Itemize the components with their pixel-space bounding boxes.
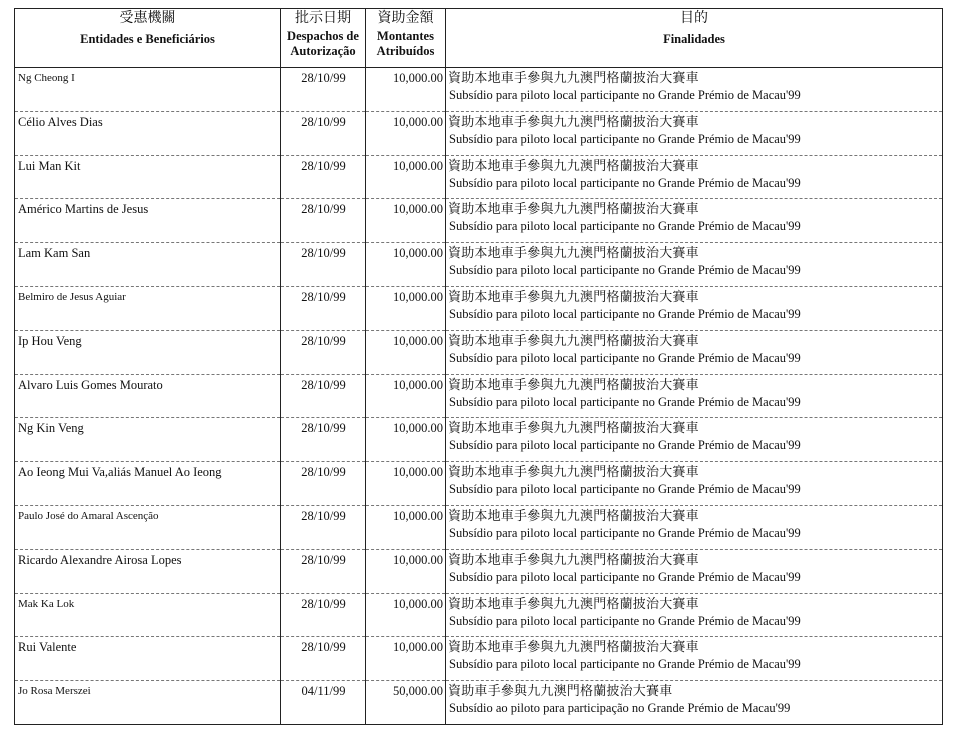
authorization-date: 04/11/99: [281, 681, 366, 725]
purpose-cell: [446, 637, 943, 681]
authorization-date: 28/10/99: [281, 155, 366, 199]
authorization-date: 28/10/99: [281, 593, 366, 637]
grants-table: [14, 8, 943, 725]
beneficiary-name: Ricardo Alexandre Airosa Lopes: [15, 549, 281, 593]
table-header: [15, 9, 943, 68]
amount-value: 10,000.00: [366, 155, 446, 199]
amount-value: 10,000.00: [366, 637, 446, 681]
purpose-zh: 資助本地車手參與九九澳門格蘭披治大賽車: [448, 289, 699, 305]
amount-value: 10,000.00: [366, 462, 446, 506]
purpose-pt: Subsídio para piloto local participante no Grande Prémio de Macau'99: [449, 438, 801, 453]
beneficiary-name: Ng Kin Veng: [15, 418, 281, 462]
header-entities-zh: 受惠機關: [119, 10, 176, 26]
purpose-zh: 資助本地車手參與九九澳門格蘭披治大賽車: [448, 552, 699, 568]
amount-value: 10,000.00: [366, 549, 446, 593]
table-row: [15, 505, 943, 549]
purpose-cell: [446, 418, 943, 462]
purpose-cell: [446, 593, 943, 637]
table-row: [15, 286, 943, 330]
table-row: [15, 330, 943, 374]
authorization-date: 28/10/99: [281, 637, 366, 681]
amount-value: 10,000.00: [366, 286, 446, 330]
authorization-date: 28/10/99: [281, 418, 366, 462]
purpose-cell: [446, 199, 943, 243]
purpose-zh: 資助車手參與九九澳門格蘭披治大賽車: [448, 684, 673, 700]
purpose-cell: [446, 330, 943, 374]
amount-value: 10,000.00: [366, 330, 446, 374]
header-amount-zh: 資助金額: [377, 10, 434, 26]
table-row: [15, 111, 943, 155]
beneficiary-name: Ao Ieong Mui Va,aliás Manuel Ao Ieong: [15, 462, 281, 506]
table-row: [15, 681, 943, 725]
amount-value: 10,000.00: [366, 199, 446, 243]
header-date-zh: 批示日期: [295, 10, 351, 26]
authorization-date: 28/10/99: [281, 462, 366, 506]
authorization-date: 28/10/99: [281, 374, 366, 418]
purpose-pt: Subsídio para piloto local participante no Grande Prémio de Macau'99: [449, 482, 801, 497]
header-purpose: [446, 9, 943, 68]
amount-value: 10,000.00: [366, 243, 446, 287]
authorization-date: 28/10/99: [281, 330, 366, 374]
purpose-pt: Subsídio para piloto local participante no Grande Prémio de Macau'99: [449, 350, 801, 365]
purpose-cell: [446, 681, 943, 725]
header-purpose-zh: 目的: [680, 10, 708, 26]
header-amount-pt-2: Atribuídos: [376, 44, 435, 58]
purpose-cell: [446, 243, 943, 287]
table-row: [15, 549, 943, 593]
header-date: [281, 9, 366, 68]
purpose-cell: [446, 549, 943, 593]
purpose-pt: Subsídio ao piloto para participação no Grande Prémio de Macau'99: [449, 701, 791, 716]
purpose-zh: 資助本地車手參與九九澳門格蘭披治大賽車: [448, 596, 699, 612]
header-entities: [15, 9, 281, 68]
table-row: [15, 243, 943, 287]
table-row: [15, 418, 943, 462]
purpose-pt: Subsídio para piloto local participante no Grande Prémio de Macau'99: [449, 219, 801, 234]
beneficiary-name: Jo Rosa Merszei: [15, 681, 281, 725]
purpose-cell: [446, 462, 943, 506]
purpose-pt: Subsídio para piloto local participante no Grande Prémio de Macau'99: [449, 306, 801, 321]
table-body: [15, 68, 943, 725]
purpose-zh: 資助本地車手參與九九澳門格蘭披治大賽車: [448, 640, 699, 656]
table-row: [15, 637, 943, 681]
beneficiary-name: Alvaro Luis Gomes Mourato: [15, 374, 281, 418]
purpose-zh: 資助本地車手參與九九澳門格蘭披治大賽車: [448, 246, 699, 262]
purpose-zh: 資助本地車手參與九九澳門格蘭披治大賽車: [448, 508, 699, 524]
purpose-pt: Subsídio para piloto local participante no Grande Prémio de Macau'99: [449, 175, 801, 190]
beneficiary-name: Lui Man Kit: [15, 155, 281, 199]
purpose-pt: Subsídio para piloto local participante no Grande Prémio de Macau'99: [449, 263, 801, 278]
amount-value: 10,000.00: [366, 593, 446, 637]
purpose-zh: 資助本地車手參與九九澳門格蘭披治大賽車: [448, 465, 699, 481]
amount-value: 10,000.00: [366, 68, 446, 112]
header-date-pt-2: Autorização: [290, 44, 356, 58]
purpose-zh: 資助本地車手參與九九澳門格蘭披治大賽車: [448, 421, 699, 437]
authorization-date: 28/10/99: [281, 111, 366, 155]
beneficiary-name: Rui Valente: [15, 637, 281, 681]
purpose-pt: Subsídio para piloto local participante no Grande Prémio de Macau'99: [449, 88, 801, 102]
amount-value: 10,000.00: [366, 505, 446, 549]
purpose-cell: [446, 374, 943, 418]
authorization-date: 28/10/99: [281, 549, 366, 593]
amount-value: 10,000.00: [366, 374, 446, 418]
beneficiary-name: Mak Ka Lok: [15, 593, 281, 637]
authorization-date: 28/10/99: [281, 199, 366, 243]
table-row: [15, 68, 943, 112]
header-amount-pt-1: Montantes: [377, 29, 434, 43]
beneficiary-name: Ng Cheong I: [15, 68, 281, 112]
purpose-cell: [446, 155, 943, 199]
authorization-date: 28/10/99: [281, 243, 366, 287]
purpose-pt: Subsídio para piloto local participante no Grande Prémio de Macau'99: [449, 569, 801, 584]
purpose-cell: [446, 111, 943, 155]
amount-value: 50,000.00: [366, 681, 446, 725]
purpose-zh: 資助本地車手參與九九澳門格蘭披治大賽車: [448, 71, 699, 86]
purpose-zh: 資助本地車手參與九九澳門格蘭披治大賽車: [448, 202, 699, 218]
header-entities-pt: Entidades e Beneficiários: [80, 32, 215, 46]
header-purpose-pt: Finalidades: [663, 32, 725, 46]
header-amount: [366, 9, 446, 68]
table-row: [15, 199, 943, 243]
authorization-date: 28/10/99: [281, 68, 366, 112]
beneficiary-name: Américo Martins de Jesus: [15, 199, 281, 243]
authorization-date: 28/10/99: [281, 286, 366, 330]
purpose-zh: 資助本地車手參與九九澳門格蘭披治大賽車: [448, 114, 699, 130]
purpose-pt: Subsídio para piloto local participante no Grande Prémio de Macau'99: [449, 657, 801, 672]
purpose-cell: [446, 505, 943, 549]
table-row: [15, 155, 943, 199]
purpose-pt: Subsídio para piloto local participante no Grande Prémio de Macau'99: [449, 613, 801, 628]
purpose-pt: Subsídio para piloto local participante no Grande Prémio de Macau'99: [449, 394, 801, 409]
beneficiary-name: Célio Alves Dias: [15, 111, 281, 155]
table-row: [15, 374, 943, 418]
purpose-cell: [446, 68, 943, 112]
beneficiary-name: Belmiro de Jesus Aguiar: [15, 286, 281, 330]
purpose-cell: [446, 286, 943, 330]
purpose-zh: 資助本地車手參與九九澳門格蘭披治大賽車: [448, 158, 699, 174]
beneficiary-name: Paulo José do Amaral Ascenção: [15, 505, 281, 549]
authorization-date: 28/10/99: [281, 505, 366, 549]
header-date-pt-1: Despachos de: [287, 29, 359, 43]
table-row: [15, 462, 943, 506]
purpose-zh: 資助本地車手參與九九澳門格蘭披治大賽車: [448, 333, 699, 349]
beneficiary-name: Ip Hou Veng: [15, 330, 281, 374]
beneficiary-name: Lam Kam San: [15, 243, 281, 287]
purpose-pt: Subsídio para piloto local participante no Grande Prémio de Macau'99: [449, 131, 801, 146]
amount-value: 10,000.00: [366, 418, 446, 462]
amount-value: 10,000.00: [366, 111, 446, 155]
purpose-pt: Subsídio para piloto local participante no Grande Prémio de Macau'99: [449, 525, 801, 540]
table-row: [15, 593, 943, 637]
purpose-zh: 資助本地車手參與九九澳門格蘭披治大賽車: [448, 377, 699, 393]
